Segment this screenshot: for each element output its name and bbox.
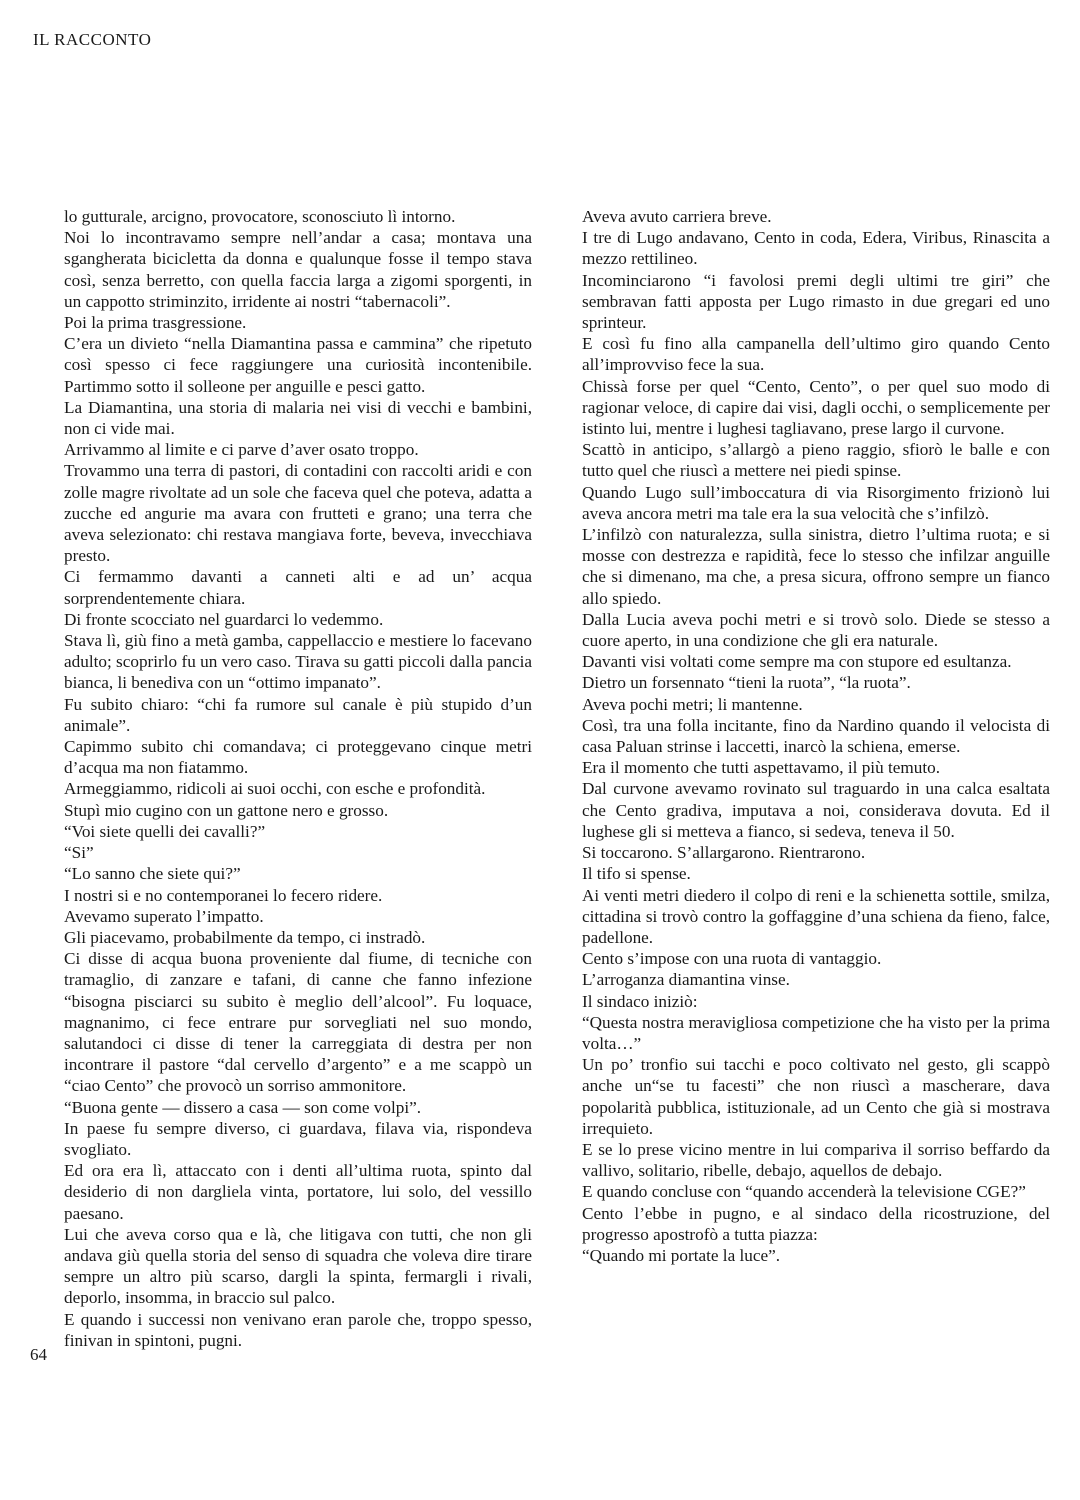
running-head: IL RACCONTO xyxy=(33,30,152,49)
paragraph: Stupì mio cugino con un gattone nero e grosso. xyxy=(64,800,389,820)
paragraph: Dalla Lucia aveva pochi metri e si trovò solo. Diede se stesso a cuore aperto, in una condizione che gli era naturale. xyxy=(582,609,1050,651)
paragraph: L’infilzò con naturalezza, sulla sinistra, dietro l’ultima ruota; e si mosse con destrezza e rapidità, fece lo stesso che infilzar anguille che si dimenano, ma che, a presa sicura, offrono sempre un fianco allo spiedo. xyxy=(582,525,1050,608)
paragraph: Capimmo subito chi comandava; ci proteggevano cinque metri d’acqua ma non fiatammo. xyxy=(64,737,532,778)
paragraph: Ai venti metri diedero il colpo di reni e la schienetta sottile, smilza, cittadina si trovò contro la goffaggine d’una schiena da fieno, falce, padellone. xyxy=(582,885,1050,947)
paragraph: Aveva pochi metri; li mantenne. xyxy=(582,694,803,714)
paragraph: Armeggiammo, ridicoli ai suoi occhi, con esche e profondità. xyxy=(64,779,486,799)
paragraph: Era il momento che tutti aspettavamo, il più temuto. xyxy=(582,758,940,778)
paragraph: “Buona gente — dissero a casa — son come volpi”. xyxy=(64,1097,422,1117)
paragraph: Cento l’ebbe in pugno, e al sindaco della ricostruzione, del progresso apostrofò a tutta piazza: xyxy=(582,1203,1050,1244)
paragraph: Davanti visi voltati come sempre ma con stupore ed esultanza. xyxy=(582,652,1012,672)
paragraph: Il tifo si spense. xyxy=(582,864,691,884)
paragraph: “Si” xyxy=(64,843,94,863)
paragraph: Dietro un forsennato “tieni la ruota”, “la ruota”. xyxy=(582,673,911,693)
paragraph: La Diamantina, una storia di malaria nei visi di vecchi e bambini, non ci vide mai. xyxy=(64,397,532,439)
paragraph: Incominciarono “i favolosi premi degli ultimi tre giri” che sembravan fatti apposta per Lugo rimasto in due gregari ed uno sprinteur. xyxy=(582,270,1050,333)
paragraph: “Quando mi portate la luce”. xyxy=(582,1245,781,1265)
paragraph: Cento s’impose con una ruota di vantaggio. xyxy=(582,949,882,969)
paragraph: “Questa nostra meravigliosa competizione che ha visto per la prima volta…” xyxy=(582,1012,1050,1053)
paragraph: Il sindaco iniziò: xyxy=(582,991,698,1011)
paragraph: Si toccarono. S’allargarono. Rientrarono. xyxy=(582,843,866,863)
paragraph: Trovammo una terra di pastori, di contadini con raccolti aridi e con zolle magre rivoltate ad un sole che faceva quel che poteva, adatta a zucche ed angurie ma avara con frutteti e grano; una terra che aveva selezionato: chi restava mangiava forte, beveva, invecchiava presto. xyxy=(64,461,532,566)
paragraph: Stava lì, giù fino a metà gamba, cappellaccio e mestiere lo facevano adulto; scoprirlo fu un vero caso. Tirava su gatti piccoli dalla pancia bianca, li benediva con un “ottimo impanato”. xyxy=(64,631,532,693)
paragraph: Lui che aveva corso qua e là, che litigava con tutti, che non gli andava giù quella storia del senso di squadra che voleva dire tirare sempre un altro più scarso, dargli la spinta, fermargli i rivali, deporlo, insomma, in braccio sul palco. xyxy=(64,1224,532,1308)
paragraph: Di fronte scocciato nel guardarci lo vedemmo. xyxy=(64,609,384,629)
paragraph: Avevamo superato l’impatto. xyxy=(64,906,264,926)
paragraph: C’era un divieto “nella Diamantina passa e cammina” che ripetuto così spesso ci fece raggiungere una curiosità incontenibile. Partimmo sotto il solleone per anguille e pesci gatto. xyxy=(64,334,532,396)
paragraph: lo gutturale, arcigno, provocatore, sconosciuto lì intorno. xyxy=(64,207,456,226)
paragraph: Arrivammo al limite e ci parve d’aver osato troppo. xyxy=(64,440,419,460)
paragraph: Quando Lugo sull’imboccatura di via Risorgimento frizionò lui aveva ancora metri ma tale era la sua velocità che s’infilzò. xyxy=(582,482,1050,523)
paragraph: Fu subito chiaro: “chi fa rumore sul canale è più stupido d’un animale”. xyxy=(64,694,532,735)
paragraph: Un po’ tronfio sui tacchi e poco coltivato nel gesto, gli scappò anche un“se tu facesti” che non riuscì a mascherare, dava popolarità pubblica, istituzionale, ad un Cento che già si mostrava irrequieto. xyxy=(582,1055,1050,1138)
page-number: 64 xyxy=(30,1345,47,1364)
paragraph: Gli piacevamo, probabilmente da tempo, ci instradò. xyxy=(64,927,426,947)
paragraph: Così, tra una folla incitante, fino da Nardino quando il velocista di casa Paluan strinse i laccetti, inarcò la schiena, emerse. xyxy=(582,715,1050,757)
paragraph: Poi la prima trasgressione. xyxy=(64,313,247,333)
paragraph: E così fu fino alla campanella dell’ultimo giro quando Cento all’improvviso fece la sua. xyxy=(582,334,1050,375)
paragraph: L’arroganza diamantina vinse. xyxy=(582,970,790,990)
paragraph: “Lo sanno che siete qui?” xyxy=(64,864,241,884)
paragraph: Aveva avuto carriera breve. xyxy=(582,207,772,226)
paragraph: E se lo prese vicino mentre in lui compariva il sorriso beffardo da vallivo, solitario, ribelle, debajo, aquellos de debajo. xyxy=(582,1139,1050,1181)
paragraph: Noi lo incontravamo sempre nell’andar a casa; montava una sgangherata bicicletta da donna e qualunque fosse il tempo stava così, senza berretto, con quella faccia larga a zigomi sporgenti, in un cappotto striminzito, irridente ai nostri “tabernacoli”. xyxy=(64,228,532,311)
paragraph: I tre di Lugo andavano, Cento in coda, Edera, Viribus, Rinascita a mezzo rettilineo. xyxy=(582,228,1050,269)
paragraph: Ed ora era lì, attaccato con i denti all’ultima ruota, spinto dal desiderio di non dargliela vinta, portatore, lui solo, del vessillo paesano. xyxy=(64,1161,532,1223)
paragraph: E quando i successi non venivano eran parole che, troppo spesso, finivan in spintoni, pugni. xyxy=(64,1309,532,1350)
paragraph: In paese fu sempre diverso, ci guardava, filava via, rispondeva svogliato. xyxy=(64,1118,532,1159)
paragraph: “Voi siete quelli dei cavalli?” xyxy=(64,821,266,841)
paragraph: Chissà forse per quel “Cento, Cento”, o per quel suo modo di ragionar veloce, di capire dai visi, dagli occhi, o semplicemente per istinto lui, mentre i lughesi tagliavano, prese largo il curvone. xyxy=(582,376,1050,439)
left-column xyxy=(64,206,532,1351)
right-column xyxy=(582,206,1050,1266)
paragraph: Dal curvone avevamo rovinato sul traguardo in una calca esaltata che Cento gradiva, imputava a noi, considerava dovuta. Ed il lughese gli si metteva a fianco, si sedeva, teneva il 50. xyxy=(582,779,1050,841)
paragraph: E quando concluse con “quando accenderà la televisione CGE?” xyxy=(582,1182,1026,1202)
paragraph: I nostri si e no contemporanei lo fecero ridere. xyxy=(64,885,383,905)
paragraph: Ci fermammo davanti a canneti alti e ad un’ acqua sorprendentemente chiara. xyxy=(64,567,532,608)
paragraph: Ci disse di acqua buona proveniente dal fiume, di tecniche con tramaglio, di zanzare e tafani, di canne che fanno infezione “bisogna pisciarci su subito è meglio dell’alcool”. Fu loquace, magnanimo, ci fece entrare pur sorvegliati nel suo mondo, salutandoci ci disse di tener la carreggiata di destra per non incontrare il pastore “dal cervello d’argento” e a me scappò un “ciao Cento” che provocò un sorriso ammonitore. xyxy=(64,949,532,1096)
paragraph: Scattò in anticipo, s’allargò a pieno raggio, sfiorò le balle e con tutto quel che riuscì a mettere nei piedi spinse. xyxy=(582,440,1050,481)
